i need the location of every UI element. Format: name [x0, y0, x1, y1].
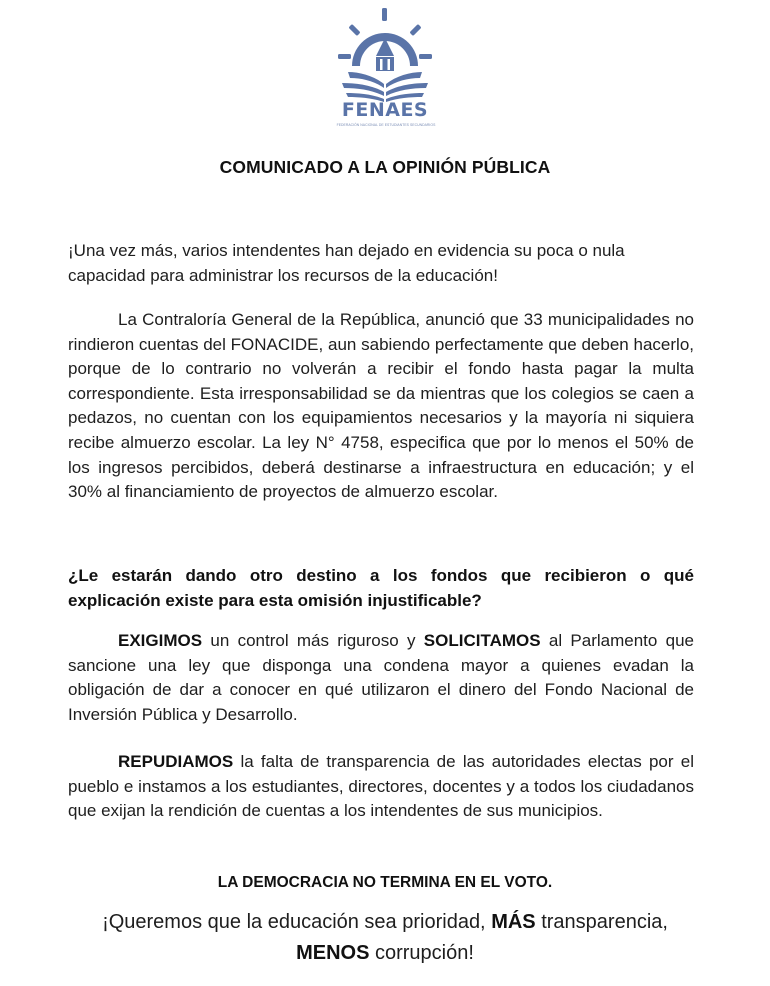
paragraph-intro: ¡Una vez más, varios intendentes han dejado en evidencia su poca o nula capacidad para administrar los recursos de la educación! — [68, 241, 625, 285]
emphasis-repudiamos: REPUDIAMOS — [118, 752, 234, 771]
fenaes-logo-icon — [330, 4, 440, 102]
paragraph-text: la falta de transparencia de las autoridades electas por el pueblo e instamos a los estudiantes, directores, docentes y a todos los ciudadanos que exijan la rendición de cuentas a los intendentes de sus municipios. — [68, 752, 694, 821]
closing-statement — [40, 907, 730, 969]
emphasis-menos: MENOS — [296, 942, 370, 964]
emphasis-solicitamos: SOLICITAMOS — [423, 631, 541, 650]
org-name: FENAES — [341, 99, 429, 121]
org-subtitle: FEDERACIÓN NACIONAL DE ESTUDIANTES SECUNDARIOS — [336, 123, 436, 127]
paragraph-repudiamos — [68, 750, 694, 824]
paragraph-contraloria-text: La Contraloría General de la República, anunció que 33 municipalidades no rindieron cuentas del FONACIDE, aun sabiendo perfectamente que deben hacerlo, porque de lo contrario no volverán a recibir el fondo hasta pagar la multa correspondiente. Esta irresponsabilidad se da mientras que los colegios se caen a pedazos, no cuentan con los equipamientos necesarios y la mayoría ni siquiera recibe almuerzo escolar. La ley N° 4758, especifica que por lo menos el 50% de los ingresos percibidos, deberá destinarse a infraestructura en educación; y el 30% al financiamiento de proyectos de almuerzo escolar. — [68, 310, 694, 502]
paragraph-question: ¿Le estarán dando otro destino a los fondos que recibieron o qué explicación existe para esta omisión injustificable? — [68, 566, 694, 610]
emphasis-mas: MÁS — [491, 911, 536, 933]
paragraph-exigimos — [68, 629, 694, 727]
emphasis-exigimos: EXIGIMOS — [118, 631, 203, 650]
closing-text: transparencia, — [535, 911, 668, 933]
document-title: COMUNICADO A LA OPINIÓN PÚBLICA — [219, 157, 551, 177]
paragraph-text: un control más riguroso y — [202, 631, 424, 650]
slogan: LA DEMOCRACIA NO TERMINA EN EL VOTO. — [217, 874, 553, 891]
paragraph-text: al Parlamento que sancione una ley que disponga una condena mayor a quienes evadan la obligación de dar a conocer en qué utilizaron el dinero del Fondo Nacional de Inversión Pública y Desarrollo. — [68, 631, 694, 724]
closing-text: corrupción! — [369, 942, 474, 964]
closing-text: ¡Queremos que la educación sea prioridad, — [102, 911, 492, 933]
paragraph-contraloria — [68, 308, 694, 505]
